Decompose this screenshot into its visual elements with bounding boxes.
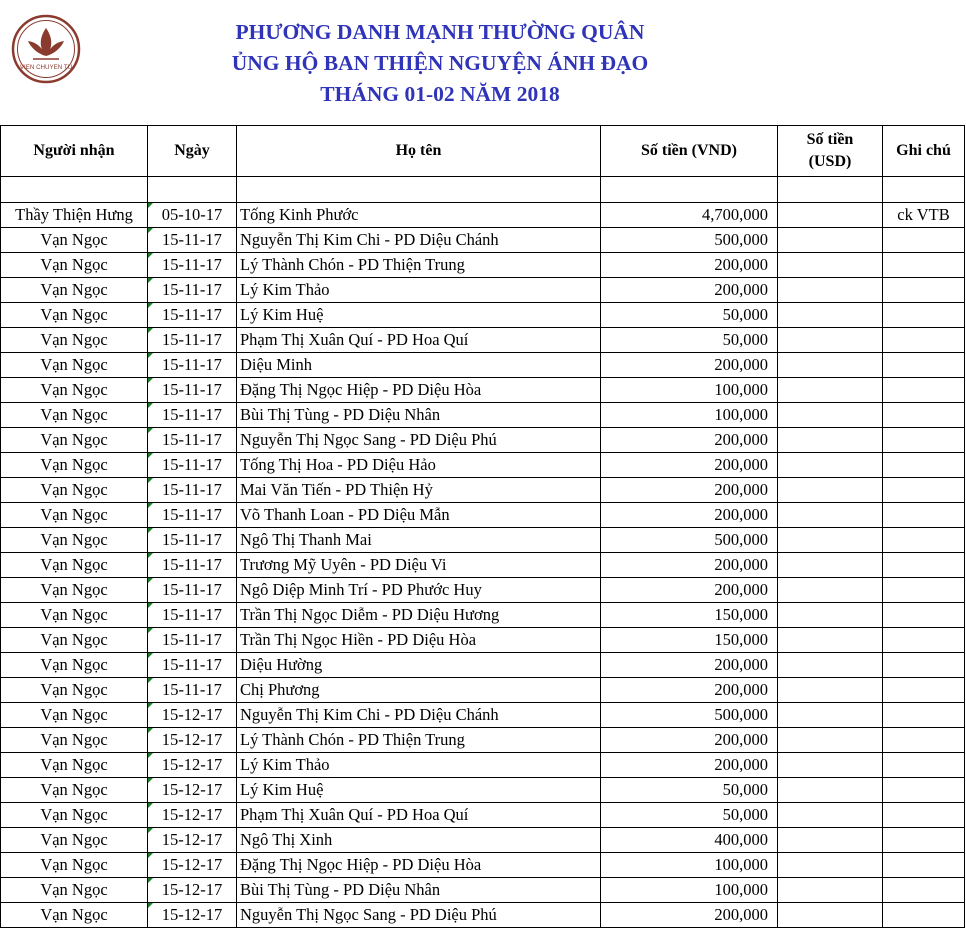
cell-amount-vnd: 200,000 (601, 728, 778, 753)
date-marker-icon (148, 403, 153, 408)
cell-recipient: Vạn Ngọc (1, 903, 148, 928)
cell-date (148, 253, 237, 278)
date-marker-icon (148, 903, 153, 908)
cell-date-text: 15-12-17 (161, 880, 223, 899)
cell-date-text: 15-11-17 (162, 305, 222, 324)
cell-date (148, 278, 237, 303)
column-header-vnd: Số tiền (VND) (601, 126, 778, 177)
date-marker-icon (148, 628, 153, 633)
cell-date-text: 15-11-17 (162, 530, 222, 549)
column-header-note: Ghi chú (883, 126, 965, 177)
date-marker-icon (148, 678, 153, 683)
cell-recipient: Vạn Ngọc (1, 328, 148, 353)
cell-note: ck VTB (883, 203, 965, 228)
date-marker-icon (148, 528, 153, 533)
cell-amount-usd (778, 803, 883, 828)
cell-name: Đặng Thị Ngọc Hiệp - PD Diệu Hòa (237, 853, 601, 878)
cell-date-text: 15-12-17 (161, 730, 223, 749)
cell-date-text: 15-11-17 (162, 405, 222, 424)
cell-amount-vnd: 50,000 (601, 803, 778, 828)
cell-date-text: 15-11-17 (162, 455, 222, 474)
cell-date-text: 15-11-17 (162, 355, 222, 374)
date-marker-icon (148, 553, 153, 558)
cell-name: Võ Thanh Loan - PD Diệu Mẫn (237, 503, 601, 528)
cell-name: Lý Kim Thảo (237, 278, 601, 303)
cell-date-text: 15-11-17 (162, 255, 222, 274)
cell-name: Tống Thị Hoa - PD Diệu Hảo (237, 453, 601, 478)
cell-date (148, 703, 237, 728)
table-row (1, 803, 965, 828)
cell-amount-vnd: 200,000 (601, 678, 778, 703)
cell-name: Tống Kinh Phước (237, 203, 601, 228)
cell-note (883, 478, 965, 503)
cell-amount-usd (778, 253, 883, 278)
table-row (1, 453, 965, 478)
cell-note (883, 803, 965, 828)
date-marker-icon (148, 728, 153, 733)
cell-amount-vnd: 200,000 (601, 278, 778, 303)
donor-table (0, 125, 965, 928)
table-row (1, 828, 965, 853)
cell-note (883, 453, 965, 478)
cell-amount-usd (778, 553, 883, 578)
cell-name: Lý Thành Chón - PD Thiện Trung (237, 253, 601, 278)
cell-amount-usd (778, 728, 883, 753)
cell-amount-vnd: 200,000 (601, 753, 778, 778)
cell-amount-usd (778, 453, 883, 478)
table-row (1, 303, 965, 328)
cell-name: Phạm Thị Xuân Quí - PD Hoa Quí (237, 328, 601, 353)
date-marker-icon (148, 653, 153, 658)
cell-date (148, 603, 237, 628)
cell-name: Chị Phương (237, 678, 601, 703)
cell-date (148, 478, 237, 503)
cell-amount-usd (778, 828, 883, 853)
cell-amount-vnd: 200,000 (601, 553, 778, 578)
cell-note (883, 678, 965, 703)
cell-recipient: Vạn Ngọc (1, 778, 148, 803)
cell-date-text: 15-12-17 (161, 805, 223, 824)
cell-recipient: Vạn Ngọc (1, 353, 148, 378)
cell-recipient: Vạn Ngọc (1, 453, 148, 478)
cell-amount-vnd: 200,000 (601, 578, 778, 603)
table-row (1, 478, 965, 503)
cell-date-text: 15-11-17 (162, 605, 222, 624)
cell-note (883, 303, 965, 328)
cell-date (148, 503, 237, 528)
cell-date (148, 678, 237, 703)
cell-recipient: Vạn Ngọc (1, 678, 148, 703)
date-marker-icon (148, 453, 153, 458)
cell-date (148, 203, 237, 228)
cell-name: Nguyễn Thị Kim Chi - PD Diệu Chánh (237, 703, 601, 728)
date-marker-icon (148, 278, 153, 283)
title-line-2: ỦNG HỘ BAN THIỆN NGUYỆN ÁNH ĐẠO (231, 51, 649, 75)
table-row (1, 703, 965, 728)
column-header-usd: Số tiền (USD) (778, 126, 883, 177)
cell-amount-usd (778, 403, 883, 428)
table-row (1, 278, 965, 303)
cell-date (148, 653, 237, 678)
cell-date-text: 15-12-17 (161, 705, 223, 724)
cell-name: Bùi Thị Tùng - PD Diệu Nhân (237, 878, 601, 903)
cell-date (148, 578, 237, 603)
cell-note (883, 903, 965, 928)
cell-amount-vnd: 200,000 (601, 353, 778, 378)
table-row (1, 503, 965, 528)
cell-date (148, 778, 237, 803)
table-row (1, 553, 965, 578)
cell-recipient: Vạn Ngọc (1, 403, 148, 428)
cell-note (883, 628, 965, 653)
cell-amount-vnd: 200,000 (601, 503, 778, 528)
spacer-row (1, 177, 965, 203)
cell-name: Nguyễn Thị Ngọc Sang - PD Diệu Phú (237, 903, 601, 928)
cell-date (148, 303, 237, 328)
cell-recipient: Vạn Ngọc (1, 578, 148, 603)
date-marker-icon (148, 578, 153, 583)
cell-name: Nguyễn Thị Ngọc Sang - PD Diệu Phú (237, 428, 601, 453)
cell-date (148, 753, 237, 778)
cell-amount-vnd: 200,000 (601, 653, 778, 678)
cell-amount-usd (778, 578, 883, 603)
table-row (1, 253, 965, 278)
cell-amount-vnd: 50,000 (601, 778, 778, 803)
cell-date (148, 453, 237, 478)
cell-note (883, 728, 965, 753)
cell-recipient: Vạn Ngọc (1, 303, 148, 328)
cell-amount-usd (778, 503, 883, 528)
cell-amount-usd (778, 603, 883, 628)
cell-date-text: 15-11-17 (162, 655, 222, 674)
column-header-name: Họ tên (237, 126, 601, 177)
cell-amount-usd (778, 678, 883, 703)
cell-date-text: 15-11-17 (162, 630, 222, 649)
cell-amount-vnd: 200,000 (601, 428, 778, 453)
cell-amount-vnd: 4,700,000 (601, 203, 778, 228)
cell-note (883, 253, 965, 278)
cell-amount-usd (778, 478, 883, 503)
table-row (1, 628, 965, 653)
table-row (1, 653, 965, 678)
cell-amount-usd (778, 378, 883, 403)
table-row (1, 678, 965, 703)
cell-date-text: 15-11-17 (162, 580, 222, 599)
cell-amount-usd (778, 353, 883, 378)
table-row (1, 428, 965, 453)
cell-name: Nguyễn Thị Kim Chi - PD Diệu Chánh (237, 228, 601, 253)
cell-recipient: Vạn Ngọc (1, 603, 148, 628)
cell-recipient: Vạn Ngọc (1, 228, 148, 253)
cell-note (883, 828, 965, 853)
cell-amount-usd (778, 703, 883, 728)
cell-amount-vnd: 400,000 (601, 828, 778, 853)
date-marker-icon (148, 703, 153, 708)
date-marker-icon (148, 878, 153, 883)
cell-name: Diệu Minh (237, 353, 601, 378)
cell-name: Ngô Thị Thanh Mai (237, 528, 601, 553)
cell-amount-vnd: 500,000 (601, 703, 778, 728)
cell-recipient: Vạn Ngọc (1, 728, 148, 753)
cell-date (148, 628, 237, 653)
cell-date-text: 15-11-17 (162, 680, 222, 699)
cell-note (883, 653, 965, 678)
cell-date-text: 15-11-17 (162, 230, 222, 249)
cell-amount-usd (778, 528, 883, 553)
cell-name: Phạm Thị Xuân Quí - PD Hoa Quí (237, 803, 601, 828)
cell-name: Lý Kim Huệ (237, 303, 601, 328)
date-marker-icon (148, 778, 153, 783)
cell-recipient: Vạn Ngọc (1, 428, 148, 453)
cell-date (148, 403, 237, 428)
cell-date-text: 15-11-17 (162, 505, 222, 524)
cell-note (883, 753, 965, 778)
table-row (1, 353, 965, 378)
cell-note (883, 703, 965, 728)
cell-amount-vnd: 50,000 (601, 328, 778, 353)
date-marker-icon (148, 428, 153, 433)
cell-amount-usd (778, 278, 883, 303)
cell-name: Đặng Thị Ngọc Hiệp - PD Diệu Hòa (237, 378, 601, 403)
cell-amount-usd (778, 753, 883, 778)
cell-amount-vnd: 100,000 (601, 403, 778, 428)
table-row (1, 603, 965, 628)
cell-note (883, 878, 965, 903)
title-line-3: THÁNG 01-02 NĂM 2018 (320, 82, 560, 106)
cell-recipient: Vạn Ngọc (1, 853, 148, 878)
date-marker-icon (148, 228, 153, 233)
cell-date-text: 15-11-17 (162, 380, 222, 399)
cell-name: Trần Thị Ngọc Hiền - PD Diệu Hòa (237, 628, 601, 653)
date-marker-icon (148, 378, 153, 383)
date-marker-icon (148, 503, 153, 508)
date-marker-icon (148, 328, 153, 333)
cell-date-text: 15-11-17 (162, 280, 222, 299)
cell-recipient: Vạn Ngọc (1, 378, 148, 403)
cell-amount-vnd: 200,000 (601, 453, 778, 478)
cell-date (148, 728, 237, 753)
cell-recipient: Vạn Ngọc (1, 528, 148, 553)
cell-recipient: Vạn Ngọc (1, 253, 148, 278)
cell-recipient: Vạn Ngọc (1, 878, 148, 903)
cell-date-text: 15-11-17 (162, 480, 222, 499)
cell-note (883, 353, 965, 378)
cell-date (148, 528, 237, 553)
cell-amount-usd (778, 428, 883, 453)
cell-date (148, 903, 237, 928)
cell-amount-vnd: 100,000 (601, 853, 778, 878)
cell-amount-usd (778, 778, 883, 803)
cell-date (148, 853, 237, 878)
document-header (0, 0, 966, 125)
column-header-date: Ngày (148, 126, 237, 177)
cell-amount-vnd: 200,000 (601, 903, 778, 928)
table-body (1, 177, 965, 928)
cell-note (883, 528, 965, 553)
cell-name: Ngô Thị Xinh (237, 828, 601, 853)
cell-amount-usd (778, 228, 883, 253)
cell-amount-vnd: 200,000 (601, 253, 778, 278)
cell-recipient: Vạn Ngọc (1, 828, 148, 853)
cell-date (148, 878, 237, 903)
cell-recipient: Vạn Ngọc (1, 278, 148, 303)
logo-text: VIEN CHUYEN TU (19, 64, 73, 71)
date-marker-icon (148, 753, 153, 758)
cell-date-text: 15-12-17 (161, 855, 223, 874)
cell-date-text: 15-12-17 (161, 780, 223, 799)
cell-date (148, 828, 237, 853)
table-row (1, 328, 965, 353)
table-header-row (1, 126, 965, 177)
table-row (1, 528, 965, 553)
cell-note (883, 378, 965, 403)
cell-amount-vnd: 50,000 (601, 303, 778, 328)
cell-date (148, 228, 237, 253)
table-row (1, 853, 965, 878)
cell-amount-vnd: 100,000 (601, 378, 778, 403)
cell-date-text: 15-12-17 (161, 905, 223, 924)
cell-amount-usd (778, 653, 883, 678)
table-row (1, 578, 965, 603)
cell-note (883, 428, 965, 453)
cell-date-text: 15-11-17 (162, 430, 222, 449)
cell-name: Trương Mỹ Uyên - PD Diệu Vi (237, 553, 601, 578)
cell-date (148, 353, 237, 378)
cell-amount-usd (778, 878, 883, 903)
cell-note (883, 278, 965, 303)
date-marker-icon (148, 853, 153, 858)
cell-name: Bùi Thị Tùng - PD Diệu Nhân (237, 403, 601, 428)
date-marker-icon (148, 803, 153, 808)
cell-recipient: Vạn Ngọc (1, 703, 148, 728)
cell-amount-usd (778, 328, 883, 353)
cell-date (148, 428, 237, 453)
cell-recipient: Vạn Ngọc (1, 803, 148, 828)
cell-name: Diệu Hường (237, 653, 601, 678)
table-row (1, 728, 965, 753)
cell-amount-vnd: 500,000 (601, 228, 778, 253)
cell-amount-vnd: 150,000 (601, 603, 778, 628)
cell-note (883, 853, 965, 878)
table-row (1, 778, 965, 803)
cell-date-text: 15-11-17 (162, 555, 222, 574)
date-marker-icon (148, 303, 153, 308)
cell-date (148, 328, 237, 353)
cell-amount-vnd: 150,000 (601, 628, 778, 653)
table-row (1, 903, 965, 928)
cell-amount-usd (778, 303, 883, 328)
cell-name: Mai Văn Tiến - PD Thiện Hỷ (237, 478, 601, 503)
column-header-recipient: Người nhận (1, 126, 148, 177)
cell-date-text: 15-12-17 (161, 755, 223, 774)
cell-recipient: Vạn Ngọc (1, 653, 148, 678)
date-marker-icon (148, 253, 153, 258)
table-row (1, 203, 965, 228)
cell-note (883, 228, 965, 253)
cell-note (883, 328, 965, 353)
cell-date (148, 553, 237, 578)
cell-name: Trần Thị Ngọc Diễm - PD Diệu Hương (237, 603, 601, 628)
cell-amount-vnd: 500,000 (601, 528, 778, 553)
date-marker-icon (148, 478, 153, 483)
cell-date (148, 378, 237, 403)
cell-amount-usd (778, 853, 883, 878)
cell-date-text: 15-12-17 (161, 830, 223, 849)
cell-recipient: Thầy Thiện Hưng (1, 203, 148, 228)
lotus-logo-icon (11, 14, 81, 84)
cell-note (883, 603, 965, 628)
cell-name: Lý Thành Chón - PD Thiện Trung (237, 728, 601, 753)
cell-date-text: 15-11-17 (162, 330, 222, 349)
cell-recipient: Vạn Ngọc (1, 478, 148, 503)
cell-amount-usd (778, 628, 883, 653)
cell-note (883, 553, 965, 578)
cell-recipient: Vạn Ngọc (1, 753, 148, 778)
cell-note (883, 403, 965, 428)
cell-date (148, 803, 237, 828)
date-marker-icon (148, 828, 153, 833)
cell-name: Lý Kim Huệ (237, 778, 601, 803)
table-row (1, 878, 965, 903)
cell-amount-usd (778, 203, 883, 228)
date-marker-icon (148, 353, 153, 358)
cell-note (883, 578, 965, 603)
cell-amount-vnd: 100,000 (601, 878, 778, 903)
table-row (1, 403, 965, 428)
cell-amount-usd (778, 903, 883, 928)
cell-name: Ngô Diệp Minh Trí - PD Phước Huy (237, 578, 601, 603)
cell-date-text: 05-10-17 (161, 205, 223, 224)
date-marker-icon (148, 203, 153, 208)
cell-note (883, 778, 965, 803)
cell-note (883, 503, 965, 528)
cell-recipient: Vạn Ngọc (1, 503, 148, 528)
table-row (1, 378, 965, 403)
date-marker-icon (148, 603, 153, 608)
table-row (1, 753, 965, 778)
title-line-1: PHƯƠNG DANH MẠNH THƯỜNG QUÂN (235, 20, 645, 44)
cell-recipient: Vạn Ngọc (1, 628, 148, 653)
cell-amount-vnd: 200,000 (601, 478, 778, 503)
cell-name: Lý Kim Thảo (237, 753, 601, 778)
cell-recipient: Vạn Ngọc (1, 553, 148, 578)
table-row (1, 228, 965, 253)
